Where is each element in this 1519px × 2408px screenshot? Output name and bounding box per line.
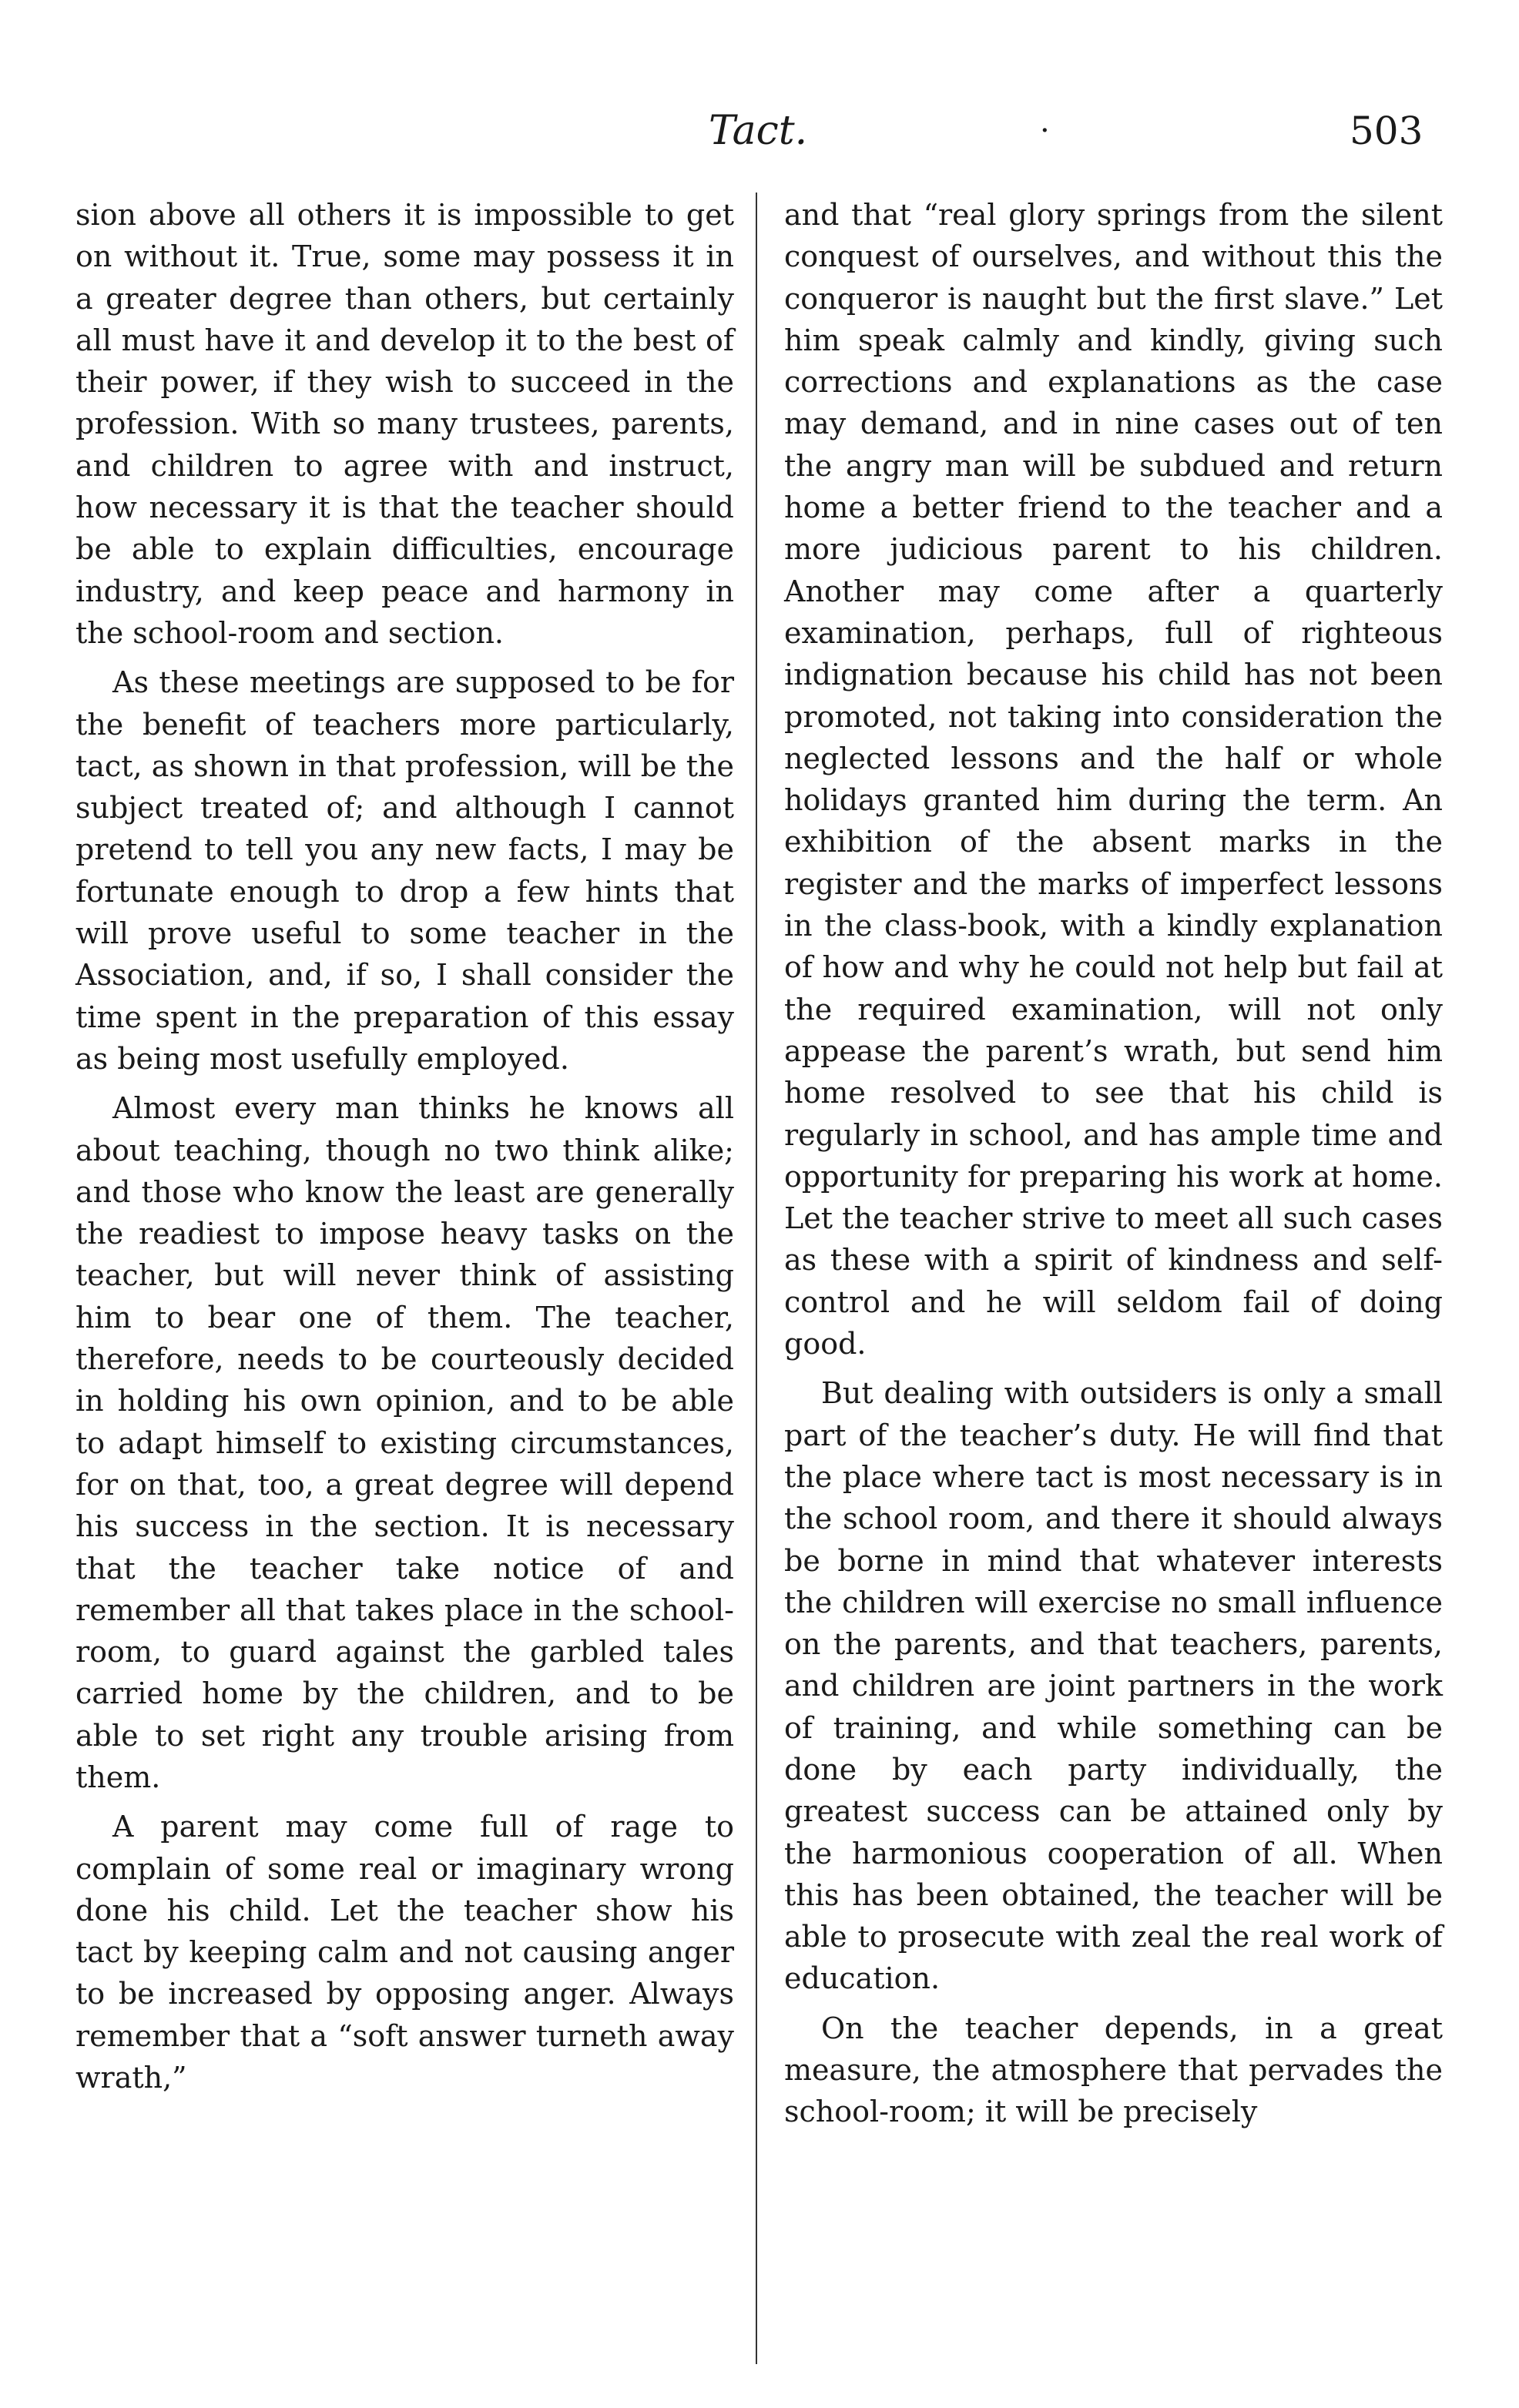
column-divider [756, 193, 757, 2364]
paragraph: As these meetings are supposed to be for the benefit of teachers more particularly, tact, as shown in that profession, will be the subject treated of; and although I cannot pretend to tell you any new facts, I may be fortunate enough to drop a few hints that will prove useful to some teacher in the Association, and, if so, I shall consider the time spent in the preparation of this essay as being most usefully employed. [75, 665, 734, 1076]
running-head-separator: · [1040, 113, 1050, 149]
running-head-title: Tact. [709, 108, 808, 154]
paragraph: A parent may come full of rage to complain of some real or imaginary wrong done his child. Let the teacher show his tact by keeping calm and not causing anger to be increased by opposing anger. Always remember that a “soft answer turneth away wrath,” [75, 1810, 734, 2095]
paragraph: Almost every man thinks he knows all about teaching, though no two think alike; and those who know the least are generally the readiest to impose heavy tasks on the teacher, but will never think of assisting him to bear one of them. The teacher, therefore, needs to be courteously decided in holding his own opinion, and to be able to adapt himself to existing circumstances, for on that, too, a great degree will depend his success in the section. It is necessary that the teacher take notice of and remember all that takes place in the school-room, to guard against the garbled tales carried home by the children, and to be able to set right any trouble arising from them. [75, 1091, 734, 1794]
running-head [0, 108, 1519, 162]
left-column [75, 194, 734, 2098]
paragraph: and that “real glory springs from the silent conquest of ourselves, and without this the conqueror is naught but the first slave.” Let him speak calmly and kindly, giving such corrections and explanations as the case may demand, and in nine cases out of ten the angry man will be subdued and return home a better friend to the teacher and a more judicious parent to his children. Another may come after a quarterly examination, perhaps, full of righteous indignation because his child has not been promoted, not taking into consideration the neglected lessons and the half or whole holidays granted him during the term. An exhibition of the absent marks in the register and the marks of imperfect lessons in the class-book, with a kindly explanation of how and why he could not help but fail at the required examination, will not only appease the parent’s wrath, but send him home resolved to see that his child is regularly in school, and has ample time and opportunity for preparing his work at home. Let the teacher strive to meet all such cases as these with a spirit of kindness and self-control and he will seldom fail of doing good. [784, 198, 1443, 1361]
paragraph: But dealing with outsiders is only a small part of the teacher’s duty. He will find that the place where tact is most necessary is in the school room, and there it should always be borne in mind that whatever interests the children will exercise no small influence on the parents, and that teachers, parents, and children are joint partners in the work of training, and while something can be done by each party individually, the greatest success can be attained only by the harmonious cooperation of all. When this has been obtained, the teacher will be able to prosecute with zeal the real work of education. [784, 1376, 1443, 1996]
page-number: 503 [1350, 109, 1423, 153]
paragraph: On the teacher depends, in a great measure, the atmosphere that pervades the school-room; it will be precisely [784, 2011, 1443, 2129]
paragraph: sion above all others it is impossible to get on without it. True, some may possess it in a greater degree than others, but certainly all must have it and develop it to the best of their power, if they wish to succeed in the profession. With so many trustees, parents, and children to agree with and instruct, how necessary it is that the teacher should be able to explain difficulties, encourage industry, and keep peace and harmony in the school-room and section. [75, 198, 734, 650]
right-column [784, 194, 1443, 2133]
